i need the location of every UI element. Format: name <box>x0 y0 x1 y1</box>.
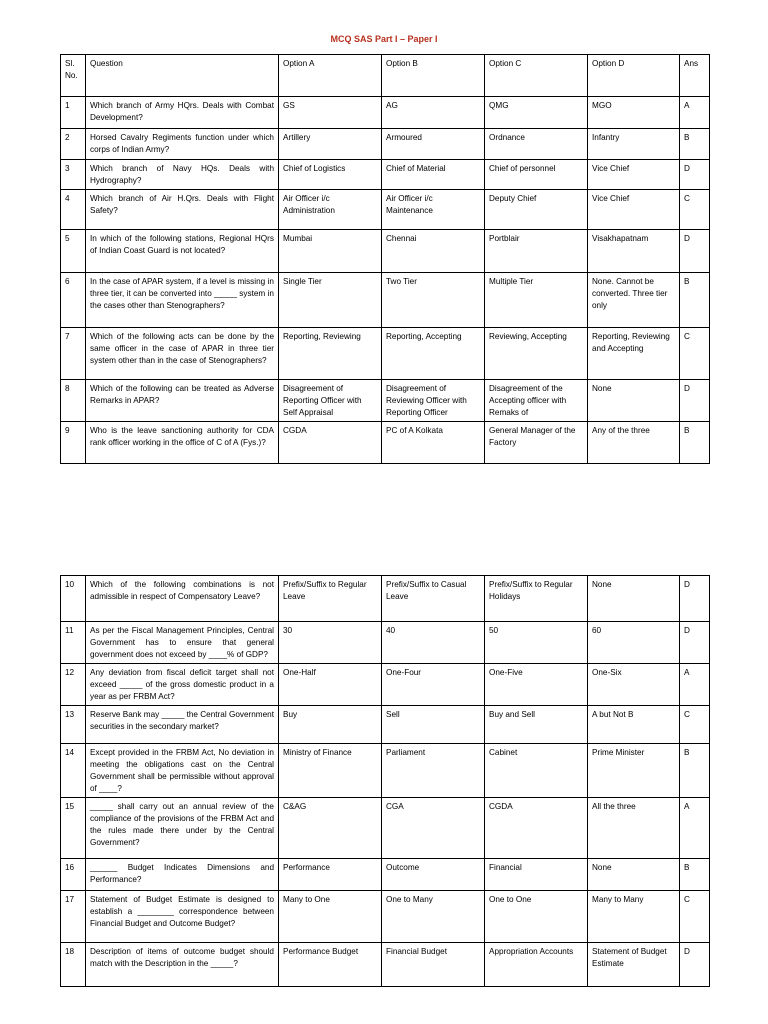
cell-question: Which branch of Air H.Qrs. Deals with Flight Safety? <box>86 190 279 230</box>
cell-option-c: CGDA <box>485 798 588 859</box>
header-option-c: Option C <box>485 55 588 97</box>
cell-sl: 16 <box>61 859 86 891</box>
cell-option-d: Visakhapatnam <box>588 230 680 273</box>
cell-option-a: CGDA <box>279 422 382 464</box>
table-row <box>61 798 710 859</box>
cell-answer: A <box>680 664 710 706</box>
table-row <box>61 576 710 622</box>
cell-option-d: None. Cannot be converted. Three tier only <box>588 273 680 328</box>
cell-option-a: Single Tier <box>279 273 382 328</box>
cell-question: Which branch of Army HQrs. Deals with Combat Development? <box>86 97 279 129</box>
cell-sl: 17 <box>61 891 86 943</box>
cell-sl: 12 <box>61 664 86 706</box>
cell-sl: 6 <box>61 273 86 328</box>
cell-sl: 4 <box>61 190 86 230</box>
cell-sl: 5 <box>61 230 86 273</box>
cell-answer: D <box>680 230 710 273</box>
cell-option-a: Performance <box>279 859 382 891</box>
cell-option-d: Many to Many <box>588 891 680 943</box>
cell-answer: D <box>680 160 710 190</box>
cell-option-b: Chennai <box>382 230 485 273</box>
cell-option-d: None <box>588 576 680 622</box>
cell-sl: 3 <box>61 160 86 190</box>
cell-sl: 1 <box>61 97 86 129</box>
cell-option-a: Artillery <box>279 129 382 160</box>
cell-option-d: Reporting, Reviewing and Accepting <box>588 328 680 380</box>
table-row <box>61 622 710 664</box>
cell-question: Which of the following can be treated as Adverse Remarks in APAR? <box>86 380 279 422</box>
cell-question: Except provided in the FRBM Act, No deviation in meeting the obligations cast on the Central Government shall be permissible without approval of ____? <box>86 744 279 798</box>
mcq-table-part-1 <box>60 54 710 464</box>
cell-option-a: Mumbai <box>279 230 382 273</box>
cell-question: In which of the following stations, Regional HQrs of Indian Coast Guard is not located? <box>86 230 279 273</box>
cell-sl: 2 <box>61 129 86 160</box>
cell-option-c: 50 <box>485 622 588 664</box>
table-row <box>61 97 710 129</box>
cell-answer: C <box>680 328 710 380</box>
cell-option-d: All the three <box>588 798 680 859</box>
cell-sl: 13 <box>61 706 86 744</box>
cell-question: Statement of Budget Estimate is designed to establish a ________ correspondence between Financial Budget and Outcome Budget? <box>86 891 279 943</box>
table-row <box>61 190 710 230</box>
header-ans: Ans <box>680 55 710 97</box>
cell-answer: D <box>680 576 710 622</box>
cell-question: In the case of APAR system, if a level is missing in three tier, it can be converted into _____ system in the cases other than Stenographers? <box>86 273 279 328</box>
cell-question: Which branch of Navy HQs. Deals with Hydrography? <box>86 160 279 190</box>
cell-answer: B <box>680 422 710 464</box>
cell-option-b: Chief of Material <box>382 160 485 190</box>
cell-option-c: Disagreement of the Accepting officer with Remaks of <box>485 380 588 422</box>
cell-option-d: Prime Minister <box>588 744 680 798</box>
cell-answer: B <box>680 129 710 160</box>
cell-option-a: C&AG <box>279 798 382 859</box>
cell-option-d: Statement of Budget Estimate <box>588 943 680 987</box>
cell-option-a: Prefix/Suffix to Regular Leave <box>279 576 382 622</box>
page-title: MCQ SAS Part I – Paper I <box>330 34 438 44</box>
cell-option-d: A but Not B <box>588 706 680 744</box>
cell-option-b: One to Many <box>382 891 485 943</box>
cell-option-b: Financial Budget <box>382 943 485 987</box>
cell-sl: 18 <box>61 943 86 987</box>
mcq-table-part-2 <box>60 575 710 987</box>
cell-answer: A <box>680 97 710 129</box>
cell-option-c: Prefix/Suffix to Regular Holidays <box>485 576 588 622</box>
cell-sl: 7 <box>61 328 86 380</box>
cell-answer: C <box>680 891 710 943</box>
cell-option-b: Parliament <box>382 744 485 798</box>
cell-option-d: Any of the three <box>588 422 680 464</box>
cell-option-b: Armoured <box>382 129 485 160</box>
table-row <box>61 859 710 891</box>
cell-option-b: Air Officer i/c Maintenance <box>382 190 485 230</box>
table-row <box>61 129 710 160</box>
cell-option-d: 60 <box>588 622 680 664</box>
cell-question: Description of items of outcome budget should match with the Description in the _____? <box>86 943 279 987</box>
cell-question: Who is the leave sanctioning authority for CDA rank officer working in the office of C of A (Fys.)? <box>86 422 279 464</box>
cell-sl: 14 <box>61 744 86 798</box>
header-option-d: Option D <box>588 55 680 97</box>
cell-option-c: General Manager of the Factory <box>485 422 588 464</box>
table-row <box>61 943 710 987</box>
cell-option-a: Disagreement of Reporting Officer with Self Appraisal <box>279 380 382 422</box>
cell-option-c: One-Five <box>485 664 588 706</box>
cell-option-d: One-Six <box>588 664 680 706</box>
cell-option-d: Vice Chief <box>588 160 680 190</box>
cell-option-c: QMG <box>485 97 588 129</box>
cell-answer: D <box>680 380 710 422</box>
cell-option-b: CGA <box>382 798 485 859</box>
cell-answer: C <box>680 190 710 230</box>
table-header-row <box>61 55 710 97</box>
cell-option-a: Ministry of Finance <box>279 744 382 798</box>
cell-question: As per the Fiscal Management Principles, Central Government has to ensure that general government does not exceed by ____% of GDP? <box>86 622 279 664</box>
cell-answer: B <box>680 859 710 891</box>
cell-option-d: None <box>588 380 680 422</box>
table-row <box>61 273 710 328</box>
cell-option-a: Chief of Logistics <box>279 160 382 190</box>
header-option-a: Option A <box>279 55 382 97</box>
cell-option-b: Reporting, Accepting <box>382 328 485 380</box>
cell-question: _____ shall carry out an annual review of the compliance of the provisions of the FRBM Act and the rules made there under by the Central Government? <box>86 798 279 859</box>
cell-option-c: Cabinet <box>485 744 588 798</box>
cell-answer: D <box>680 943 710 987</box>
table-row <box>61 664 710 706</box>
cell-sl: 15 <box>61 798 86 859</box>
table-row <box>61 230 710 273</box>
cell-question: Horsed Cavalry Regiments function under which corps of Indian Army? <box>86 129 279 160</box>
cell-answer: C <box>680 706 710 744</box>
table-row <box>61 380 710 422</box>
cell-option-d: MGO <box>588 97 680 129</box>
cell-question: ______ Budget Indicates Dimensions and Performance? <box>86 859 279 891</box>
cell-option-d: None <box>588 859 680 891</box>
cell-option-b: Sell <box>382 706 485 744</box>
cell-answer: D <box>680 622 710 664</box>
cell-option-a: 30 <box>279 622 382 664</box>
cell-sl: 9 <box>61 422 86 464</box>
cell-option-a: Reporting, Reviewing <box>279 328 382 380</box>
cell-option-a: Buy <box>279 706 382 744</box>
cell-answer: A <box>680 798 710 859</box>
cell-option-c: Buy and Sell <box>485 706 588 744</box>
cell-option-a: GS <box>279 97 382 129</box>
cell-option-c: Reviewing, Accepting <box>485 328 588 380</box>
cell-question: Any deviation from fiscal deficit target shall not exceed _____ of the gross domestic product in a year as per FRBM Act? <box>86 664 279 706</box>
cell-option-d: Infantry <box>588 129 680 160</box>
cell-option-b: PC of A Kolkata <box>382 422 485 464</box>
cell-option-a: One-Half <box>279 664 382 706</box>
cell-question: Which of the following combinations is not admissible in respect of Compensatory Leave? <box>86 576 279 622</box>
cell-option-a: Air Officer i/c Administration <box>279 190 382 230</box>
cell-sl: 10 <box>61 576 86 622</box>
cell-sl: 8 <box>61 380 86 422</box>
cell-option-c: Appropriation Accounts <box>485 943 588 987</box>
cell-question: Which of the following acts can be done by the same officer in the case of APAR in three tier system other than in the case of Stenographers? <box>86 328 279 380</box>
table-row <box>61 328 710 380</box>
cell-option-a: Performance Budget <box>279 943 382 987</box>
cell-option-b: One-Four <box>382 664 485 706</box>
cell-answer: B <box>680 744 710 798</box>
cell-option-c: Deputy Chief <box>485 190 588 230</box>
cell-option-c: One to One <box>485 891 588 943</box>
table-row <box>61 744 710 798</box>
cell-option-c: Financial <box>485 859 588 891</box>
header-option-b: Option B <box>382 55 485 97</box>
header-sl: Sl. No. <box>61 55 86 97</box>
cell-option-c: Chief of personnel <box>485 160 588 190</box>
cell-option-b: Outcome <box>382 859 485 891</box>
cell-option-b: Two Tier <box>382 273 485 328</box>
cell-option-b: AG <box>382 97 485 129</box>
cell-sl: 11 <box>61 622 86 664</box>
header-question: Question <box>86 55 279 97</box>
table-row <box>61 891 710 943</box>
cell-question: Reserve Bank may _____ the Central Government securities in the secondary market? <box>86 706 279 744</box>
cell-option-d: Vice Chief <box>588 190 680 230</box>
cell-option-c: Portblair <box>485 230 588 273</box>
cell-option-c: Ordnance <box>485 129 588 160</box>
table-row <box>61 160 710 190</box>
table-row <box>61 422 710 464</box>
table-row <box>61 706 710 744</box>
cell-option-b: Prefix/Suffix to Casual Leave <box>382 576 485 622</box>
cell-option-c: Multiple Tier <box>485 273 588 328</box>
cell-option-b: 40 <box>382 622 485 664</box>
cell-answer: B <box>680 273 710 328</box>
cell-option-b: Disagreement of Reviewing Officer with Reporting Officer <box>382 380 485 422</box>
cell-option-a: Many to One <box>279 891 382 943</box>
